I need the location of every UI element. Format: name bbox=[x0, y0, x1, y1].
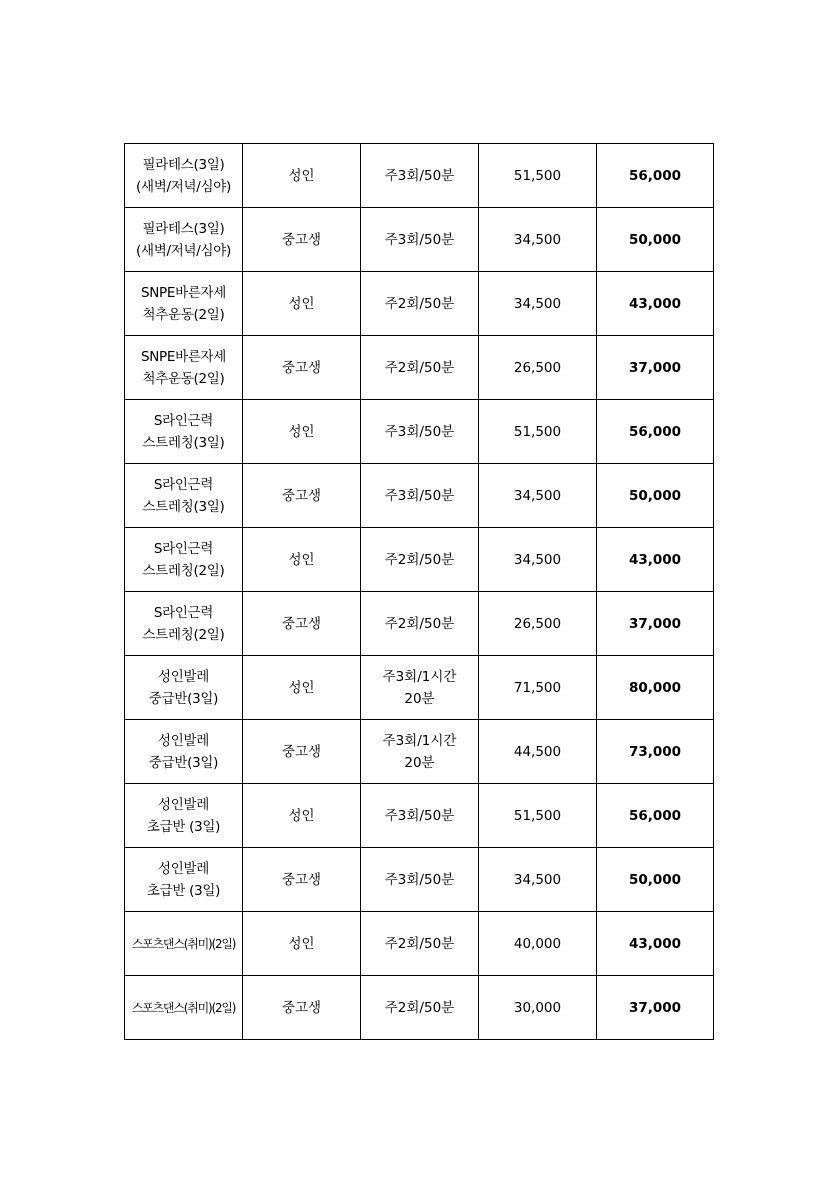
target-cell: 성인 bbox=[243, 528, 361, 592]
discount-price-cell: 40,000 bbox=[479, 912, 597, 976]
schedule-cell bbox=[361, 400, 479, 464]
program-name-cell-line: 성인발레 bbox=[158, 860, 209, 877]
table-row bbox=[125, 784, 714, 848]
program-name-cell bbox=[125, 464, 243, 528]
schedule-cell bbox=[361, 144, 479, 208]
discount-price-cell: 44,500 bbox=[479, 720, 597, 784]
program-name-cell bbox=[125, 528, 243, 592]
program-name-cell-line: S라인근력 bbox=[153, 604, 214, 621]
regular-price-cell: 37,000 bbox=[597, 592, 714, 656]
schedule-cell bbox=[361, 784, 479, 848]
schedule-cell-line: 주3회/50분 bbox=[384, 167, 455, 184]
program-name-cell-line: 성인발레 bbox=[158, 668, 209, 685]
program-name-cell-line: S라인근력 bbox=[153, 476, 214, 493]
program-name-cell bbox=[125, 592, 243, 656]
schedule-cell-line: 주2회/50분 bbox=[384, 935, 455, 952]
schedule-cell-line: 주2회/50분 bbox=[384, 551, 455, 568]
program-name-cell bbox=[125, 656, 243, 720]
schedule-cell bbox=[361, 720, 479, 784]
schedule-cell-line: 주3회/50분 bbox=[384, 487, 455, 504]
program-name-cell-line: 중급반(3일) bbox=[148, 690, 219, 707]
regular-price-cell: 37,000 bbox=[597, 336, 714, 400]
program-name-cell bbox=[125, 720, 243, 784]
discount-price-cell: 34,500 bbox=[479, 528, 597, 592]
table-row bbox=[125, 848, 714, 912]
target-cell: 성인 bbox=[243, 400, 361, 464]
regular-price-cell: 56,000 bbox=[597, 144, 714, 208]
discount-price-cell: 34,500 bbox=[479, 272, 597, 336]
schedule-cell-line: 주3회/1시간 bbox=[382, 732, 457, 749]
program-name-cell-line: 스트레칭(3일) bbox=[142, 434, 225, 451]
schedule-cell bbox=[361, 464, 479, 528]
schedule-cell bbox=[361, 976, 479, 1040]
program-name-cell-line: 초급반 (3일) bbox=[146, 882, 221, 899]
table-row bbox=[125, 336, 714, 400]
discount-price-cell: 34,500 bbox=[479, 464, 597, 528]
table-row bbox=[125, 720, 714, 784]
regular-price-cell: 50,000 bbox=[597, 208, 714, 272]
regular-price-cell: 56,000 bbox=[597, 784, 714, 848]
schedule-cell bbox=[361, 592, 479, 656]
program-name-cell-line: 스트레칭(2일) bbox=[142, 562, 225, 579]
schedule-cell bbox=[361, 912, 479, 976]
schedule-cell bbox=[361, 656, 479, 720]
regular-price-cell: 43,000 bbox=[597, 272, 714, 336]
table-row bbox=[125, 592, 714, 656]
program-name-cell-line: 중급반(3일) bbox=[148, 754, 219, 771]
discount-price-cell: 51,500 bbox=[479, 400, 597, 464]
discount-price-cell: 26,500 bbox=[479, 592, 597, 656]
program-name-cell-line: SNPE바른자세 bbox=[140, 348, 227, 365]
regular-price-cell: 43,000 bbox=[597, 912, 714, 976]
discount-price-cell: 26,500 bbox=[479, 336, 597, 400]
schedule-cell-line: 주2회/50분 bbox=[384, 295, 455, 312]
program-name-cell-line: 필라테스(3일) bbox=[142, 156, 225, 173]
regular-price-cell: 50,000 bbox=[597, 848, 714, 912]
fee-table-body bbox=[125, 144, 714, 1040]
program-name-cell bbox=[125, 208, 243, 272]
target-cell: 성인 bbox=[243, 784, 361, 848]
discount-price-cell: 51,500 bbox=[479, 144, 597, 208]
regular-price-cell: 73,000 bbox=[597, 720, 714, 784]
program-name-cell bbox=[125, 400, 243, 464]
program-name-cell-line: 초급반 (3일) bbox=[146, 818, 221, 835]
discount-price-cell: 51,500 bbox=[479, 784, 597, 848]
regular-price-cell: 37,000 bbox=[597, 976, 714, 1040]
program-name-cell bbox=[125, 272, 243, 336]
schedule-cell bbox=[361, 528, 479, 592]
schedule-cell-line: 주3회/1시간 bbox=[382, 668, 457, 685]
target-cell: 중고생 bbox=[243, 464, 361, 528]
program-name-cell-line: 척추운동(2일) bbox=[142, 370, 225, 387]
program-name-cell-line: 스포츠댄스(취미)(2일) bbox=[131, 1000, 236, 1015]
schedule-cell-line: 주3회/50분 bbox=[384, 231, 455, 248]
program-name-cell-line: 스트레칭(2일) bbox=[142, 626, 225, 643]
schedule-cell-line: 주3회/50분 bbox=[384, 807, 455, 824]
regular-price-cell: 43,000 bbox=[597, 528, 714, 592]
program-name-cell-line: 성인발레 bbox=[158, 732, 209, 749]
target-cell: 중고생 bbox=[243, 592, 361, 656]
discount-price-cell: 34,500 bbox=[479, 208, 597, 272]
fee-table bbox=[124, 143, 714, 1040]
program-name-cell-line: SNPE바른자세 bbox=[140, 284, 227, 301]
target-cell: 중고생 bbox=[243, 976, 361, 1040]
table-row bbox=[125, 400, 714, 464]
regular-price-cell: 56,000 bbox=[597, 400, 714, 464]
discount-price-cell: 30,000 bbox=[479, 976, 597, 1040]
program-name-cell-line: S라인근력 bbox=[153, 412, 214, 429]
program-name-cell-line: 필라테스(3일) bbox=[142, 220, 225, 237]
table-row bbox=[125, 144, 714, 208]
program-name-cell-line: 성인발레 bbox=[158, 796, 209, 813]
schedule-cell bbox=[361, 848, 479, 912]
target-cell: 성인 bbox=[243, 656, 361, 720]
program-name-cell bbox=[125, 912, 243, 976]
target-cell: 성인 bbox=[243, 912, 361, 976]
program-name-cell bbox=[125, 848, 243, 912]
program-name-cell-line: 척추운동(2일) bbox=[142, 306, 225, 323]
schedule-cell-line: 20분 bbox=[404, 754, 435, 771]
schedule-cell bbox=[361, 336, 479, 400]
target-cell: 성인 bbox=[243, 144, 361, 208]
program-name-cell-line: 스포츠댄스(취미)(2일) bbox=[131, 936, 236, 951]
table-row bbox=[125, 976, 714, 1040]
program-name-cell bbox=[125, 784, 243, 848]
program-name-cell bbox=[125, 144, 243, 208]
table-row bbox=[125, 208, 714, 272]
program-name-cell-line: (새벽/저녁/심야) bbox=[136, 178, 231, 195]
target-cell: 성인 bbox=[243, 272, 361, 336]
discount-price-cell: 71,500 bbox=[479, 656, 597, 720]
target-cell: 중고생 bbox=[243, 720, 361, 784]
schedule-cell-line: 주2회/50분 bbox=[384, 359, 455, 376]
program-name-cell-line: S라인근력 bbox=[153, 540, 214, 557]
schedule-cell-line: 주3회/50분 bbox=[384, 871, 455, 888]
program-name-cell-line: (새벽/저녁/심야) bbox=[136, 242, 231, 259]
target-cell: 중고생 bbox=[243, 336, 361, 400]
table-row bbox=[125, 272, 714, 336]
schedule-cell-line: 주2회/50분 bbox=[384, 999, 455, 1016]
target-cell: 중고생 bbox=[243, 848, 361, 912]
target-cell: 중고생 bbox=[243, 208, 361, 272]
program-name-cell bbox=[125, 336, 243, 400]
discount-price-cell: 34,500 bbox=[479, 848, 597, 912]
schedule-cell-line: 주2회/50분 bbox=[384, 615, 455, 632]
schedule-cell bbox=[361, 208, 479, 272]
table-row bbox=[125, 464, 714, 528]
schedule-cell bbox=[361, 272, 479, 336]
regular-price-cell: 80,000 bbox=[597, 656, 714, 720]
regular-price-cell: 50,000 bbox=[597, 464, 714, 528]
table-row bbox=[125, 656, 714, 720]
table-row bbox=[125, 912, 714, 976]
schedule-cell-line: 20분 bbox=[404, 690, 435, 707]
schedule-cell-line: 주3회/50분 bbox=[384, 423, 455, 440]
program-name-cell-line: 스트레칭(3일) bbox=[142, 498, 225, 515]
program-name-cell bbox=[125, 976, 243, 1040]
table-row bbox=[125, 528, 714, 592]
